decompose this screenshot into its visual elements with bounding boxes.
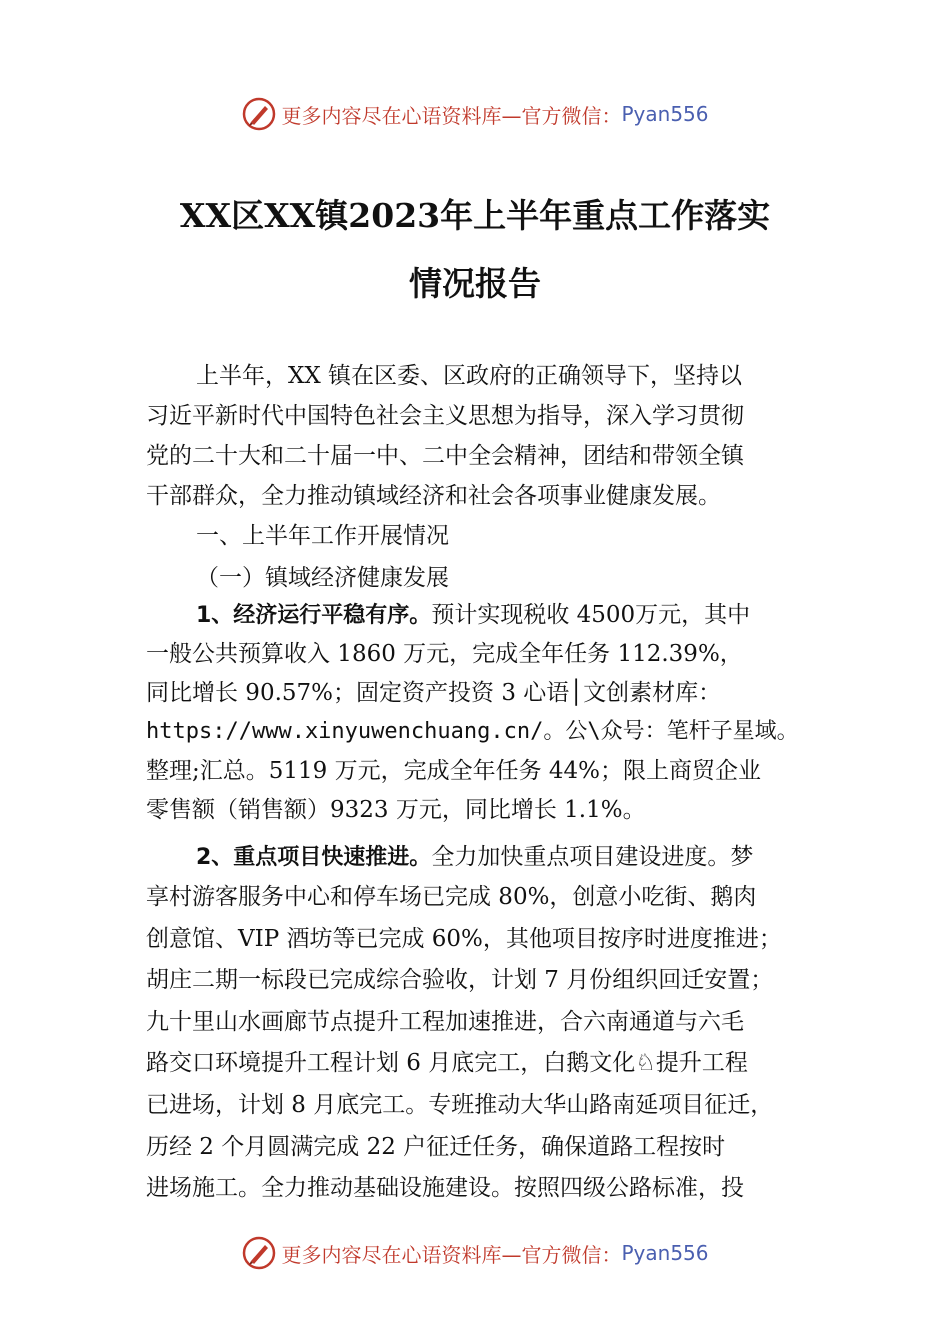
paragraph-line: 已进场，计划 8 月底完工。专班推动大华山路南延项目征迁，: [146, 1092, 774, 1118]
footer-banner: [0, 1235, 950, 1271]
paragraph-line: 党的二十大和二十届一中、二中全会精神，团结和带领全镇: [146, 443, 744, 469]
pen-logo-icon: [241, 1235, 277, 1271]
item1-text: 预计实现税收 4500万元，其中: [431, 602, 751, 628]
item2-text: 全力加快重点项目建设进度。梦: [431, 844, 754, 870]
banner-text: 更多内容尽在心语资料库—官方微信：: [281, 103, 622, 128]
paragraph-line: 路交口环境提升工程计划 6 月底完工，白鹅文化♘提升工程: [146, 1050, 748, 1076]
item2-first-line: [196, 842, 753, 872]
paragraph-line: 整理;汇总。5119 万元，完成全年任务 44%；限上商贸企业: [146, 758, 762, 784]
subsection-heading: （一）镇域经济健康发展: [196, 565, 449, 591]
paragraph-line: 历经 2 个月圆满完成 22 户征迁任务，确保道路工程按时: [146, 1134, 726, 1160]
paragraph-line: 零售额（销售额）9323 万元，同比增长 1.1%。: [146, 797, 646, 823]
banner-handle: Pyan556: [621, 1241, 709, 1265]
paragraph-line: 进场施工。全力推动基础设施建设。按照四级公路标准，投: [146, 1175, 744, 1201]
paragraph-line: 胡庄二期一标段已完成综合验收，计划 7 月份组织回迁安置；: [146, 967, 774, 993]
section-heading: 一、上半年工作开展情况: [196, 523, 449, 549]
item2-title: 2、重点项目快速推进。: [196, 845, 432, 870]
paragraph-line: 习近平新时代中国特色社会主义思想为指导，深入学习贯彻: [146, 403, 744, 429]
document-title-line2: 情况报告: [409, 264, 541, 303]
item1-title: 1、经济运行平稳有序。: [196, 603, 432, 628]
paragraph-line: https://www.xinyuwenchuang.cn/。公\众号：笔杆子星域。: [146, 719, 799, 744]
document-title-line1: XX区XX镇2023年上半年重点工作落实: [179, 196, 771, 235]
paragraph-line: 一般公共预算收入 1860 万元，完成全年任务 112.39%，: [146, 641, 743, 667]
pen-logo-icon: [241, 96, 277, 132]
paragraph-line: 同比增长 90.57%；固定资产投资 3 心语│文创素材库：: [146, 680, 722, 706]
paragraph-line: 创意馆、VIP 酒坊等已完成 60%，其他项目按序时进度推进；: [146, 926, 782, 952]
paragraph-line: 干部群众，全力推动镇域经济和社会各项事业健康发展。: [146, 483, 721, 509]
item1-first-line: [196, 600, 750, 630]
paragraph-line: 上半年，XX 镇在区委、区政府的正确领导下，坚持以: [196, 363, 743, 389]
banner-handle: Pyan556: [621, 102, 709, 126]
paragraph-line: 九十里山水画廊节点提升工程加速推进，合六南通道与六毛: [146, 1009, 744, 1035]
banner-text: 更多内容尽在心语资料库—官方微信：: [281, 1242, 622, 1267]
header-banner: [0, 96, 950, 132]
paragraph-line: 享村游客服务中心和停车场已完成 80%，创意小吃街、鹅肉: [146, 884, 757, 910]
